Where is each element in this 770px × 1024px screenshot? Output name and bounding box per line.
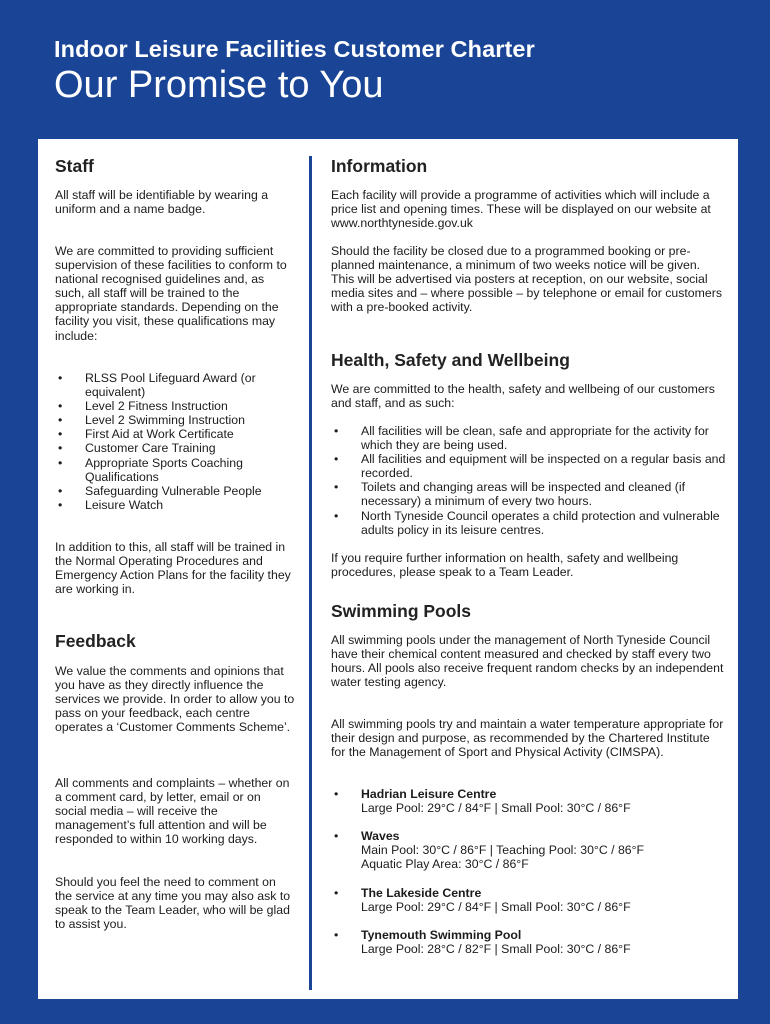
- list-item: • North Tyneside Council operates a child protection and vulnerable adults policy in its leisure centres.: [331, 509, 726, 537]
- page-title: Our Promise to You: [54, 64, 384, 106]
- charter-subtitle: Indoor Leisure Facilities Customer Charter: [54, 36, 535, 62]
- health-outro: If you require further information on health, safety and wellbeing procedures, please speak to a Team Leader.: [331, 551, 679, 580]
- page-header: [54, 34, 535, 106]
- pool-centre-name: • The Lakeside Centre: [361, 886, 482, 900]
- content-panel: [38, 139, 738, 999]
- feedback-paragraph-1: We value the comments and opinions that you have as they directly influence the services we provide. In order to allow you to pass on your feedback, each centre operates a ‘Customer Comments Scheme’.: [55, 664, 295, 735]
- pool-centre: [331, 886, 726, 914]
- list-item: • Level 2 Fitness Instruction: [55, 399, 295, 413]
- pool-centre-name: • Waves: [361, 829, 400, 843]
- pools-paragraph-1: All swimming pools under the management of North Tyneside Council have their chemical content measured and checked by staff every two hours. All pools also receive frequent random checks by an independent water testing agency.: [331, 633, 724, 690]
- qualifications-list: [55, 371, 295, 512]
- column-divider: [309, 156, 312, 990]
- list-item: • Customer Care Training: [55, 441, 295, 455]
- health-intro: We are committed to the health, safety and wellbeing of our customers and staff, and as such:: [331, 382, 715, 411]
- list-item: • RLSS Pool Lifeguard Award (or equivalent): [55, 371, 295, 399]
- list-item: • All facilities will be clean, safe and appropriate for the activity for which they are being used.: [331, 424, 726, 452]
- pools-paragraph-2: All swimming pools try and maintain a water temperature appropriate for their design and purpose, as recommended by the Chartered Institute for the Management of Sport and Physical Activity (CIMSPA).: [331, 717, 724, 760]
- health-heading: Health, Safety and Wellbeing: [331, 350, 570, 370]
- pool-temperatures: Large Pool: 29°C / 84°F | Small Pool: 30°C / 86°F: [361, 801, 631, 816]
- health-list: [331, 424, 726, 537]
- list-item: • All facilities and equipment will be inspected on a regular basis and recorded.: [331, 452, 726, 480]
- list-item: • First Aid at Work Certificate: [55, 427, 295, 441]
- staff-paragraph-2: We are committed to providing sufficient supervision of these facilities to conform to national recognised guidelines and, as such, all staff will be trained to the appropriate standards. Depending on the facility you visit, these qualifications may include:: [55, 244, 287, 343]
- list-item: • Leisure Watch: [55, 498, 295, 512]
- information-paragraph-1: Each facility will provide a programme of activities which will include a price list and opening times. These will be displayed on our website at www.northtyneside.gov.uk: [331, 188, 711, 231]
- pool-centre-name: • Tynemouth Swimming Pool: [361, 928, 522, 942]
- information-paragraph-2: Should the facility be closed due to a programmed booking or pre-planned maintenance, a minimum of two weeks notice will be given. This will be advertised via posters at reception, on our website, social media sites and – where possible – by telephone or email for customers with a pre-booked activity.: [331, 244, 722, 315]
- pool-centre: [331, 928, 726, 956]
- staff-paragraph-3: In addition to this, all staff will be trained in the Normal Operating Procedures and Emergency Action Plans for the facility they are working in.: [55, 540, 291, 597]
- staff-heading: Staff: [55, 156, 94, 176]
- pool-centre-list: [331, 829, 726, 871]
- pool-centre-list: [331, 886, 726, 914]
- list-item: • Toilets and changing areas will be inspected and cleaned (if necessary) a minimum of every two hours.: [331, 480, 726, 508]
- pool-temperatures: Large Pool: 28°C / 82°F | Small Pool: 30°C / 86°F: [361, 942, 631, 957]
- pool-centre: [331, 787, 726, 815]
- pool-temperatures: Large Pool: 29°C / 84°F | Small Pool: 30°C / 86°F: [361, 900, 631, 915]
- list-item: • Level 2 Swimming Instruction: [55, 413, 295, 427]
- pool-centre-list: [331, 787, 726, 815]
- pool-temperatures-extra: Aquatic Play Area: 30°C / 86°F: [361, 857, 529, 872]
- list-item: • Safeguarding Vulnerable People: [55, 484, 295, 498]
- feedback-paragraph-3: Should you feel the need to comment on the service at any time you may also ask to speak to the Team Leader, who will be glad to assist you.: [55, 875, 291, 932]
- feedback-heading: Feedback: [55, 631, 136, 651]
- pools-heading: Swimming Pools: [331, 601, 472, 621]
- feedback-paragraph-2: All comments and complaints – whether on a comment card, by letter, email or on social media – will receive the management’s full attention and will be responded to within 10 working days.: [55, 776, 290, 847]
- pool-temperatures: Main Pool: 30°C / 86°F | Teaching Pool: 30°C / 86°F: [361, 843, 645, 858]
- pool-centre-name: • Hadrian Leisure Centre: [361, 787, 497, 801]
- pool-centre: [331, 829, 726, 871]
- list-item: • Appropriate Sports Coaching Qualifications: [55, 456, 295, 484]
- pool-centre-list: [331, 928, 726, 956]
- staff-paragraph-1: All staff will be identifiable by wearing a uniform and a name badge.: [55, 188, 269, 217]
- information-heading: Information: [331, 156, 428, 176]
